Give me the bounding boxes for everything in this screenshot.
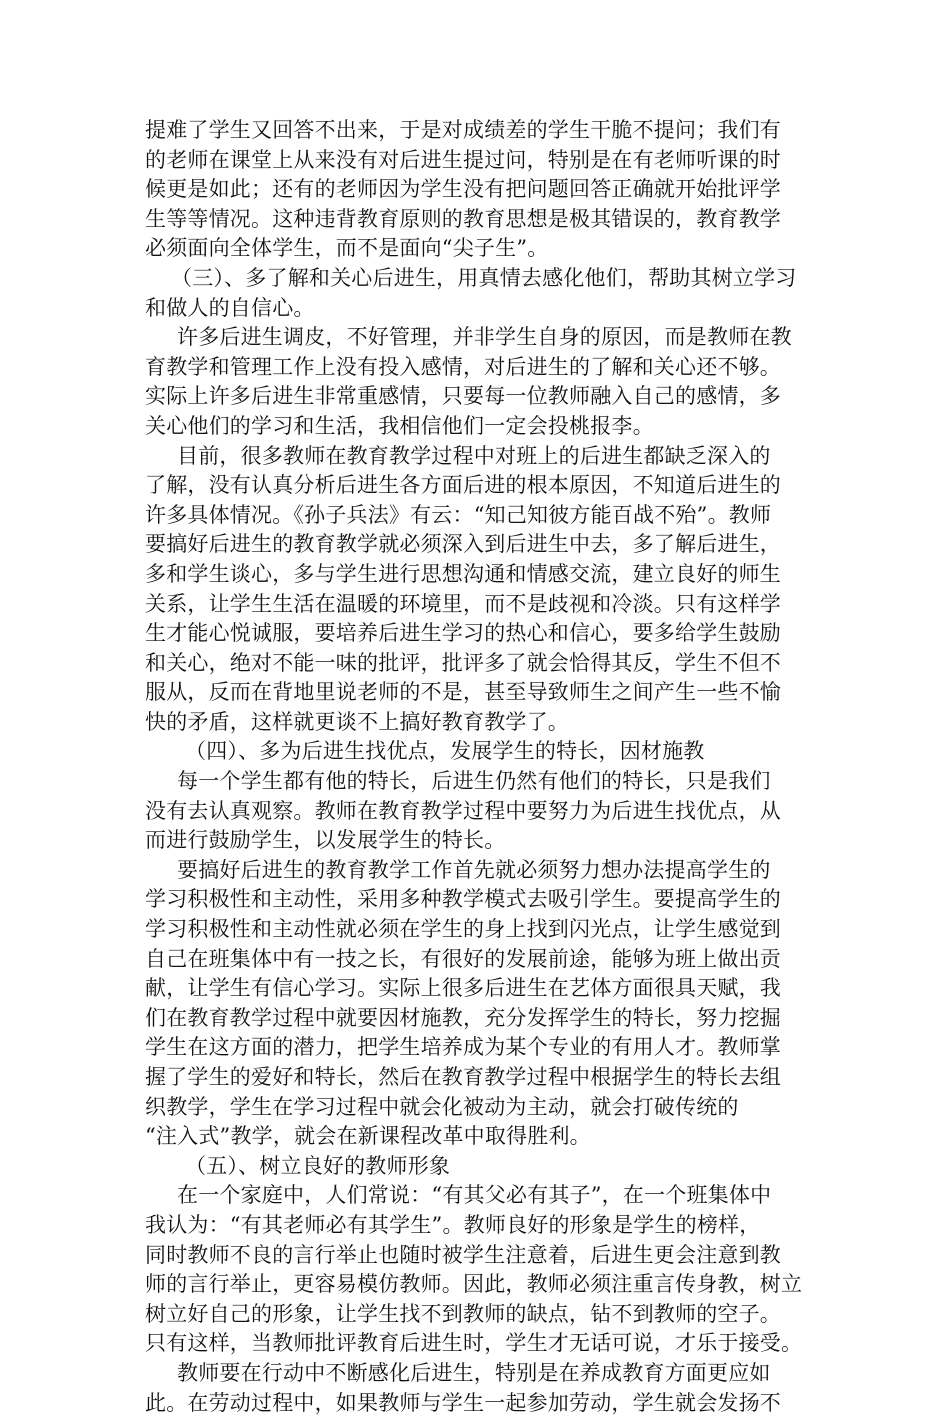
heading-line: 和做人的自信心。 [145, 295, 315, 320]
text-line: 育教学和管理工作上没有投入感情，对后进生的了解和关心还不够。 [145, 354, 781, 379]
text-line: 必须面向全体学生，而不是面向“尖子生”。 [145, 236, 549, 261]
text-line: 快的矛盾，这样就更谈不上搞好教育教学了。 [145, 709, 569, 734]
text-line: 只有这样，当教师批评教育后进生时，学生才无话可说，才乐于接受。 [145, 1331, 803, 1356]
text-line: 服从，反而在背地里说老师的不是，甚至导致师生之间产生一些不愉 [145, 680, 781, 705]
text-line: 实际上许多后进生非常重感情，只要每一位教师融入自己的感情，多 [145, 384, 781, 409]
document-page [145, 116, 807, 1418]
heading-line: （三）、多了解和关心后进生，用真情去感化他们，帮助其树立学习 [171, 265, 797, 290]
text-line: 生才能心悦诚服，要培养后进生学习的热心和信心，要多给学生鼓励 [145, 621, 781, 646]
text-line: 同时教师不良的言行举止也随时被学生注意着，后进生更会注意到教 [145, 1242, 781, 1267]
text-line: 我认为：“有其老师必有其学生”。教师良好的形象是学生的榜样， [145, 1212, 761, 1237]
text-line: 关系，让学生生活在温暖的环境里，而不是歧视和冷淡。只有这样学 [145, 591, 781, 616]
text-line: 献，让学生有信心学习。实际上很多后进生在艺体方面很具天赋，我 [145, 976, 781, 1001]
text-line: 每一个学生都有他的特长，后进生仍然有他们的特长，只是我们 [177, 769, 771, 794]
paragraph [145, 1181, 807, 1359]
text-line: 和关心，绝对不能一味的批评，批评多了就会恰得其反，学生不但不 [145, 650, 781, 675]
text-line: 要搞好后进生的教育教学就必须深入到后进生中去，多了解后进生， [145, 532, 781, 557]
paragraph [145, 767, 807, 856]
text-line: 教师要在行动中不断感化后进生，特别是在养成教育方面更应如 [177, 1360, 771, 1385]
paragraph [145, 442, 807, 738]
text-line: 关心他们的学习和生活，我相信他们一定会投桃报李。 [145, 413, 654, 438]
text-line: 师的言行举止，更容易模仿教师。因此，教师必须注重言传身教，树立 [145, 1272, 803, 1297]
text-line: 们在教育教学过程中就要因材施教，充分发挥学生的特长，努力挖掘 [145, 1005, 781, 1030]
text-line: 织教学，学生在学习过程中就会化被动为主动，就会打破传统的 [145, 1094, 739, 1119]
text-line: 没有去认真观察。教师在教育教学过程中要努力为后进生找优点，从 [145, 798, 781, 823]
text-line: 此。在劳动过程中，如果教师与学生一起参加劳动，学生就会发扬不 [145, 1390, 781, 1415]
text-line: 目前，很多教师在教育教学过程中对班上的后进生都缺乏深入的 [177, 443, 771, 468]
text-line: 学生在这方面的潜力，把学生培养成为某个专业的有用人才。教师掌 [145, 1035, 781, 1060]
text-line: 学习积极性和主动性就必须在学生的身上找到闪光点，让学生感觉到 [145, 917, 781, 942]
section-heading-4 [145, 737, 807, 767]
paragraph [145, 1359, 807, 1418]
text-line: 许多后进生调皮，不好管理，并非学生自身的原因，而是教师在教 [177, 325, 792, 350]
text-line: 了解，没有认真分析后进生各方面后进的根本原因，不知道后进生的 [145, 473, 781, 498]
section-heading-5 [145, 1152, 807, 1182]
text-line: 候更是如此；还有的老师因为学生没有把问题回答正确就开始批评学 [145, 177, 781, 202]
text-line: 树立好自己的形象，让学生找不到教师的缺点，钻不到教师的空子。 [145, 1301, 781, 1326]
text-line: 的老师在课堂上从来没有对后进生提过问，特别是在有老师听课的时 [145, 147, 781, 172]
text-line: 学习积极性和主动性，采用多种教学模式去吸引学生。要提高学生的 [145, 887, 781, 912]
text-line: 要搞好后进生的教育教学工作首先就必须努力想办法提高学生的 [177, 857, 771, 882]
section-heading-3 [145, 264, 807, 323]
text-line: 自己在班集体中有一技之长，有很好的发展前途，能够为班上做出贡 [145, 946, 781, 971]
text-line: 在一个家庭中，人们常说：“有其父必有其子”，在一个班集体中 [177, 1183, 772, 1208]
paragraph [145, 856, 807, 1152]
heading-line: （四）、多为后进生找优点，发展学生的特长，因材施教 [185, 739, 705, 764]
heading-line: （五）、树立良好的教师形象 [185, 1153, 451, 1178]
text-line: 而进行鼓励学生，以发展学生的特长。 [145, 828, 506, 853]
text-line: 提难了学生又回答不出来，于是对成绩差的学生干脆不提问；我们有 [145, 118, 781, 142]
text-line: 多和学生谈心，多与学生进行思想沟通和情感交流，建立良好的师生 [145, 561, 781, 586]
paragraph [145, 116, 807, 264]
text-line: 握了学生的爱好和特长，然后在教育教学过程中根据学生的特长去组 [145, 1065, 781, 1089]
text-line: 许多具体情况。《孙子兵法》有云：“知己知彼方能百战不殆”。教师 [145, 502, 772, 527]
text-line: “注入式”教学，就会在新课程改革中取得胜利。 [145, 1124, 591, 1149]
paragraph [145, 323, 807, 441]
text-line: 生等等情况。这种违背教育原则的教育思想是极其错误的，教育教学 [145, 206, 781, 231]
